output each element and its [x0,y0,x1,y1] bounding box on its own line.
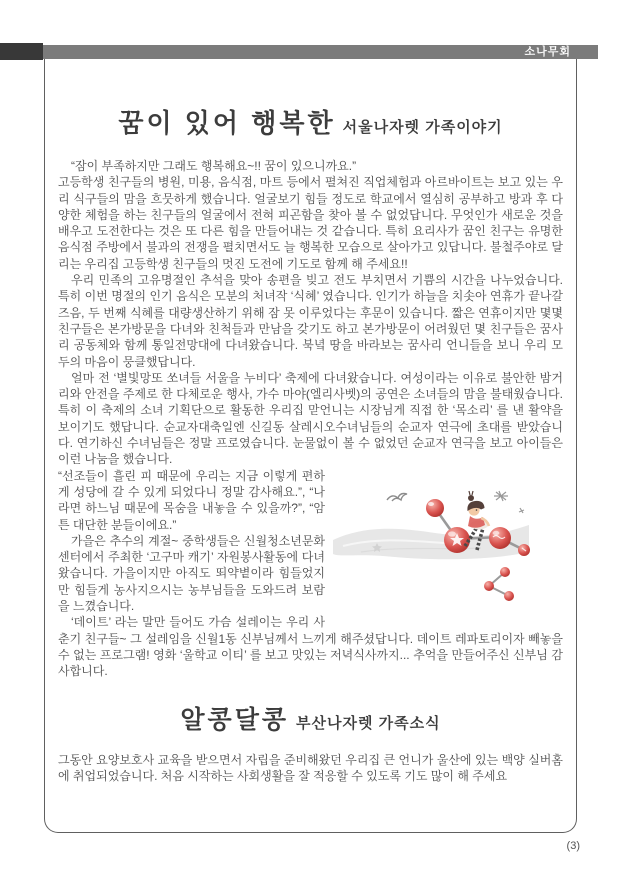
section-label: 소나무회 [43,45,598,59]
seoul-article-title [58,103,563,140]
paragraph: 가을은 추수의 계절~ 중학생들은 신월청소년문화센터에서 주최한 ‘고구마 캐기’ 자원봉사활동에 다녀왔습니다. 가을이지만 아직도 뙤약볕이라 힘들었지만 힘들게 농사지으시는 농부님들을 도와드려 보람을 느꼈습니다. [58,533,325,614]
busan-article-body [58,752,563,785]
cherry-sphere [426,499,444,517]
page-number: (3) [566,840,580,852]
cherry-sphere [500,567,510,577]
illustrated-text-zone [58,468,563,615]
newsletter-header-bar [0,43,598,60]
cherry-sphere [504,591,514,601]
paragraph: ‘데이트’ 라는 말만 들어도 가슴 설레이는 우리 사춘기 친구들~ 그 설레임을 신월1동 신부님께서 느끼게 해주셨답니다. 데이트 레파토리이자 빼놓을 수 없는 프로그램! 영화 ‘울학교 이티’ 를 보고 맛있는 저녁식사까지... 추억을 만들어주신 신부님 감사합니다. [58,615,563,679]
newsletter-page-box [44,59,577,833]
paragraph: 고등학생 친구들의 병원, 미용, 음식점, 마트 등에서 펼쳐진 직업체험과 아르바이트는 보고 있는 우리 식구들의 맘을 흐뭇하게 했습니다. 얼굴보기 힘들 정도로 학교에서 열심히 공부하고 방과 후 다양한 체험을 하는 친구들의 얼굴에서 전혀 피곤함을 찾아 볼 수 없었답니다. 무엇인가 새로운 것을 배우고 도전한다는 것은 또 다른 힘을 만들어내는 것 같습니다. 특히 요리사가 꿈인 친구는 유명한 음식점 주방에서 불과의 전쟁을 펼치면서도 늘 행복한 모습으로 살아가고 있답니다. 불철주야로 달리는 우리집 고등학생 친구들의 멋진 도전에 기도로 함께 해 주세요!! [58,175,563,271]
header-corner-block [0,43,43,60]
busan-title-main: 알콩달콩 [180,705,289,734]
sparkle-icon [494,491,508,501]
opening-quote: “잠이 부족하지만 그래도 행복해요~!! 꿈이 있으니까요.” [71,159,357,173]
busan-article-title [58,700,563,736]
cherry-sphere [484,581,494,591]
busan-title-sub: 부산나자렛 가족소식 [296,714,441,732]
seoul-article-body [58,158,563,680]
paragraph: “선조들이 흘린 피 때문에 우리는 지금 이렇게 편하게 성당에 갈 수 있게 되었다니 정말 감사해요.”, “나라면 하느님 때문에 목숨을 내놓을 수 있을까?”, “암튼 대단한 분들이에요.” [58,468,325,532]
seoul-title-sub: 서울나자렛 가족이야기 [342,119,503,136]
girl-on-cherry-balloons-illustration [331,466,563,614]
bird-icon [387,493,407,501]
paragraph: 우리 민족의 고유명절인 추석을 맞아 송편을 빚고 전도 부치면서 기쁨의 시간을 나누었습니다. 특히 이번 명절의 인기 음식은 모분의 처녀작 ‘식혜’ 였습니다. 인기가 하늘을 치솟아 연휴가 끝나갈 즈음, 두 번째 식혜를 대량생산하기 위해 잠 못 이루었다는 후문이 있습니다. 짧은 연휴이지만 몇몇 친구들은 본가방문을 다녀와 친척들과 만남을 갖기도 하고 본가방문이 어려웠던 몇 친구들은 꿈사리 공동체와 함께 통일전망대에 다녀왔습니다. 북녘 땅을 바라보는 꿈사리 언니들을 보니 우리 모두의 마음이 뭉클했답니다. [58,273,563,369]
seoul-title-main: 꿈이 있어 행복한 [118,108,336,138]
paragraph: 그동안 요양보호사 교육을 받으면서 자립을 준비해왔던 우리집 큰 언니가 울산에 있는 백양 실버홈에 취업되었습니다. 처음 시작하는 사회생활을 잘 적응할 수 있도록 기도 많이 해 주세요 [58,752,563,783]
paragraph: 얼마 전 ‘별빛망또 쏘녀들 서울을 누비다’ 축제에 다녀왔습니다. 여성이라는 이유로 불안한 밤거리와 안전을 주제로 한 다체로운 행사, 가수 마야(엘리사벳)의 공연은 소녀들의 맘을 불태웠습니다. 특히 이 축제의 소녀 기획단으로 활동한 우리집 맏언니는 시장님게 직접 한 ‘목소리’ 를 낸 활약을 보이기도 했답니다. 순교자대축일엔 신길동 살레시오수녀님들의 순교자 연극에 초대를 받았습니다. 연기하신 수녀님들은 정말 프로였습니다. 눈물없이 볼 수 없었던 순교자 연극을 보고 아이들은 이런 나눔을 했습니다. [58,370,563,467]
